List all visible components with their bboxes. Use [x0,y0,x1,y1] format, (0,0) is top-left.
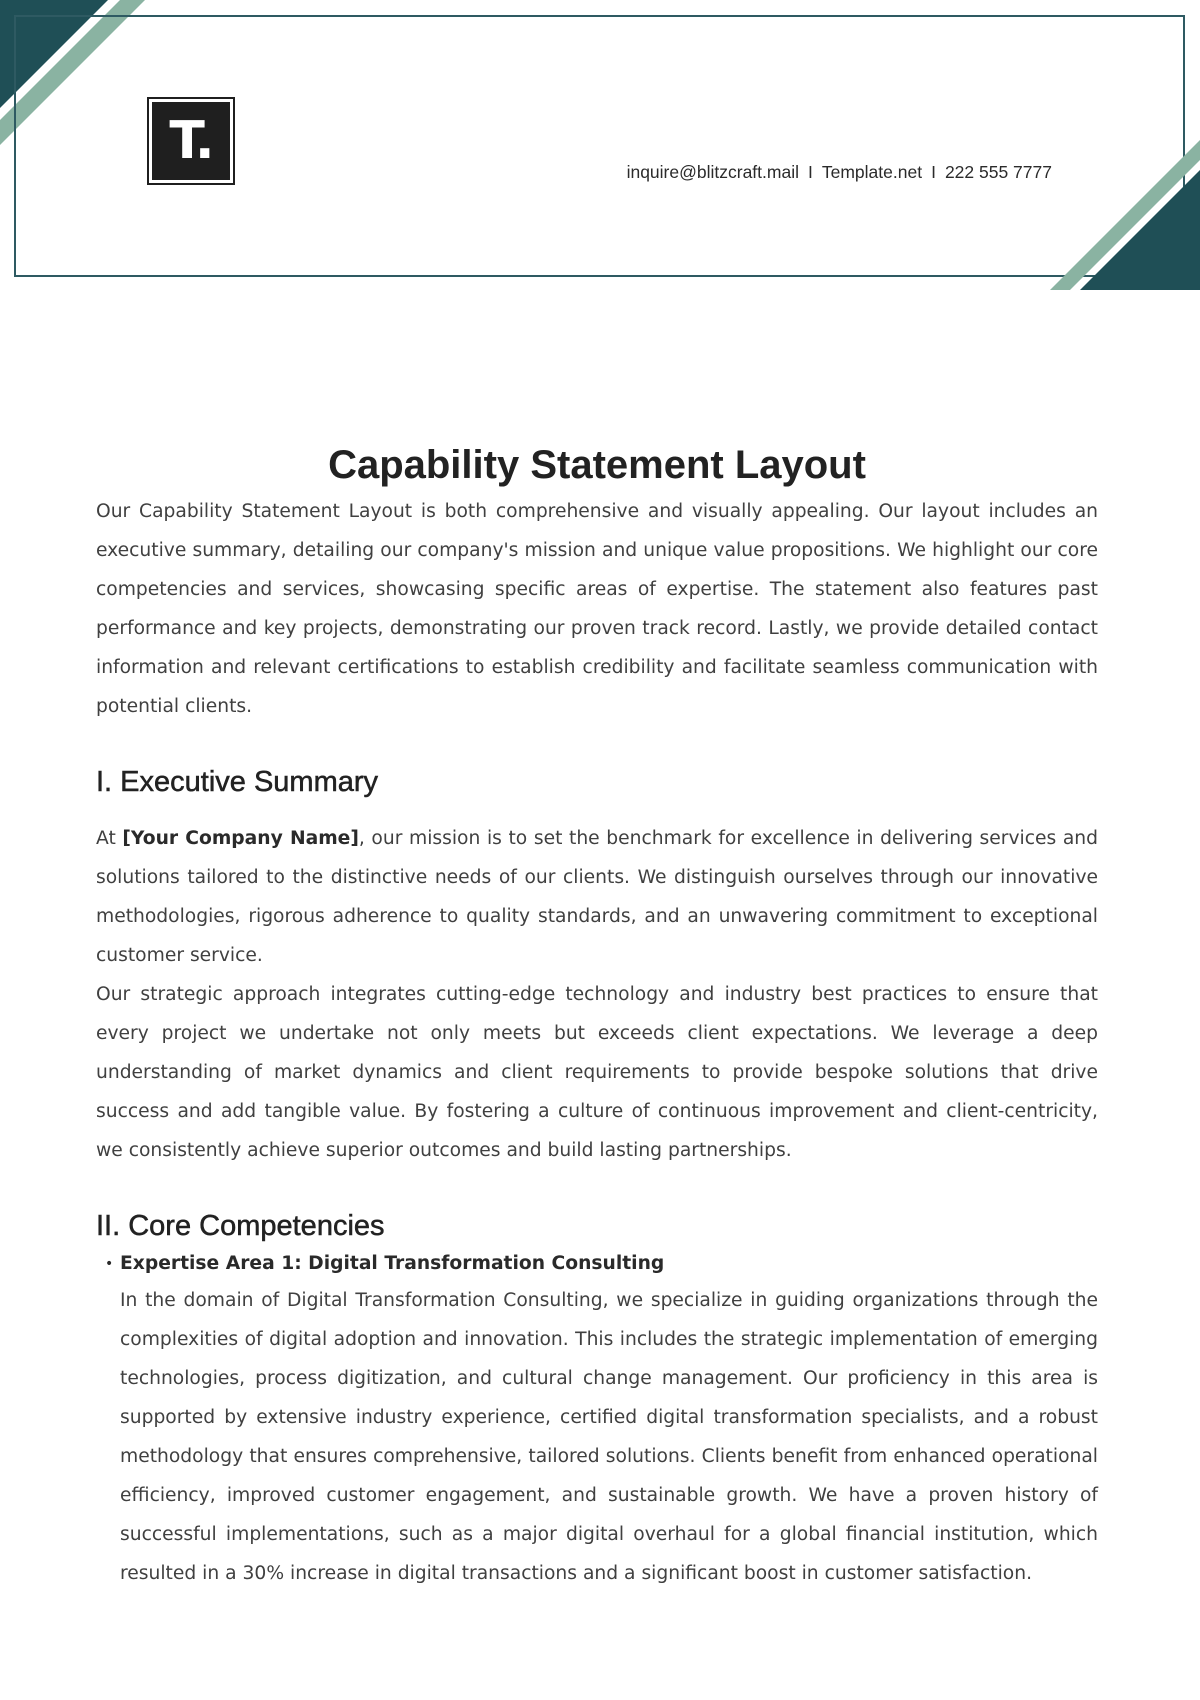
contact-website[interactable]: Template.net [821,162,923,182]
competency-list [96,1247,1098,1593]
competency-description: In the domain of Digital Transformation Consulting, we specialize in guiding organizations through the complexities of digital adoption and innovation. This includes the strategic implementation of emerging technologies, process digitization, and cultural change management. Our proficiency in this area is supported by extensive industry experience, certified digital transformation specialists, and a robust methodology that ensures comprehensive, tailored solutions. Clients benefit from enhanced operational efficiency, improved customer engagement, and sustainable growth. We have a proven history of successful implementations, such as a major digital overhaul for a global financial institution, which resulted in a 30% increase in digital transactions and a significant boost in customer satisfaction. [120,1290,1098,1584]
competency-title: Expertise Area 1: Digital Transformation Consulting [120,1253,665,1274]
paragraph-lead-text: At [96,828,123,849]
contact-separator: I [807,162,813,182]
corner-stripe-dark [1080,168,1200,290]
executive-summary-paragraph-1 [96,819,1098,975]
section-heading-core-competencies: II. Core Competencies [96,1210,385,1242]
corner-decoration-bottom-right [1050,138,1200,290]
bullet-icon: • [105,1256,114,1272]
document-body [96,440,1098,1593]
logo-mark: T. [152,102,230,180]
contact-line [520,162,1052,183]
paragraph-text: , our mission is to set the benchmark for excellence in delivering services and solutions tailored to the distinctive needs of our clients. We distinguish ourselves through our innovative methodologies, rigorous adherence to quality standards, and an unwavering commitment to exceptional customer service. [96,828,1098,966]
contact-email[interactable]: inquire@blitzcraft.mail [626,162,799,182]
list-item [96,1247,1098,1593]
contact-phone: 222 555 7777 [944,162,1052,182]
section-heading-executive-summary: I. Executive Summary [96,766,379,798]
company-name-placeholder: [Your Company Name] [122,828,359,849]
executive-summary-paragraph-2: Our strategic approach integrates cutting-edge technology and industry best practices to ensure that every project we undertake not only meets but exceeds client expectations. We leverage a deep understanding of market dynamics and client requirements to provide bespoke solutions that drive success and add tangible value. By fostering a culture of continuous improvement and client-centricity, we consistently achieve superior outcomes and build lasting partnerships. [96,984,1098,1161]
document-title: Capability Statement Layout [328,443,866,487]
company-logo [147,97,235,185]
intro-paragraph: Our Capability Statement Layout is both comprehensive and visually appealing. Our layout includes an executive summary, detailing our company's mission and unique value propositions. We highlight our core competencies and services, showcasing specific areas of expertise. The statement also features past performance and key projects, demonstrating our proven track record. Lastly, we provide detailed contact information and relevant certifications to establish credibility and facilitate seamless communication with potential clients. [96,501,1098,717]
contact-separator: I [931,162,936,182]
